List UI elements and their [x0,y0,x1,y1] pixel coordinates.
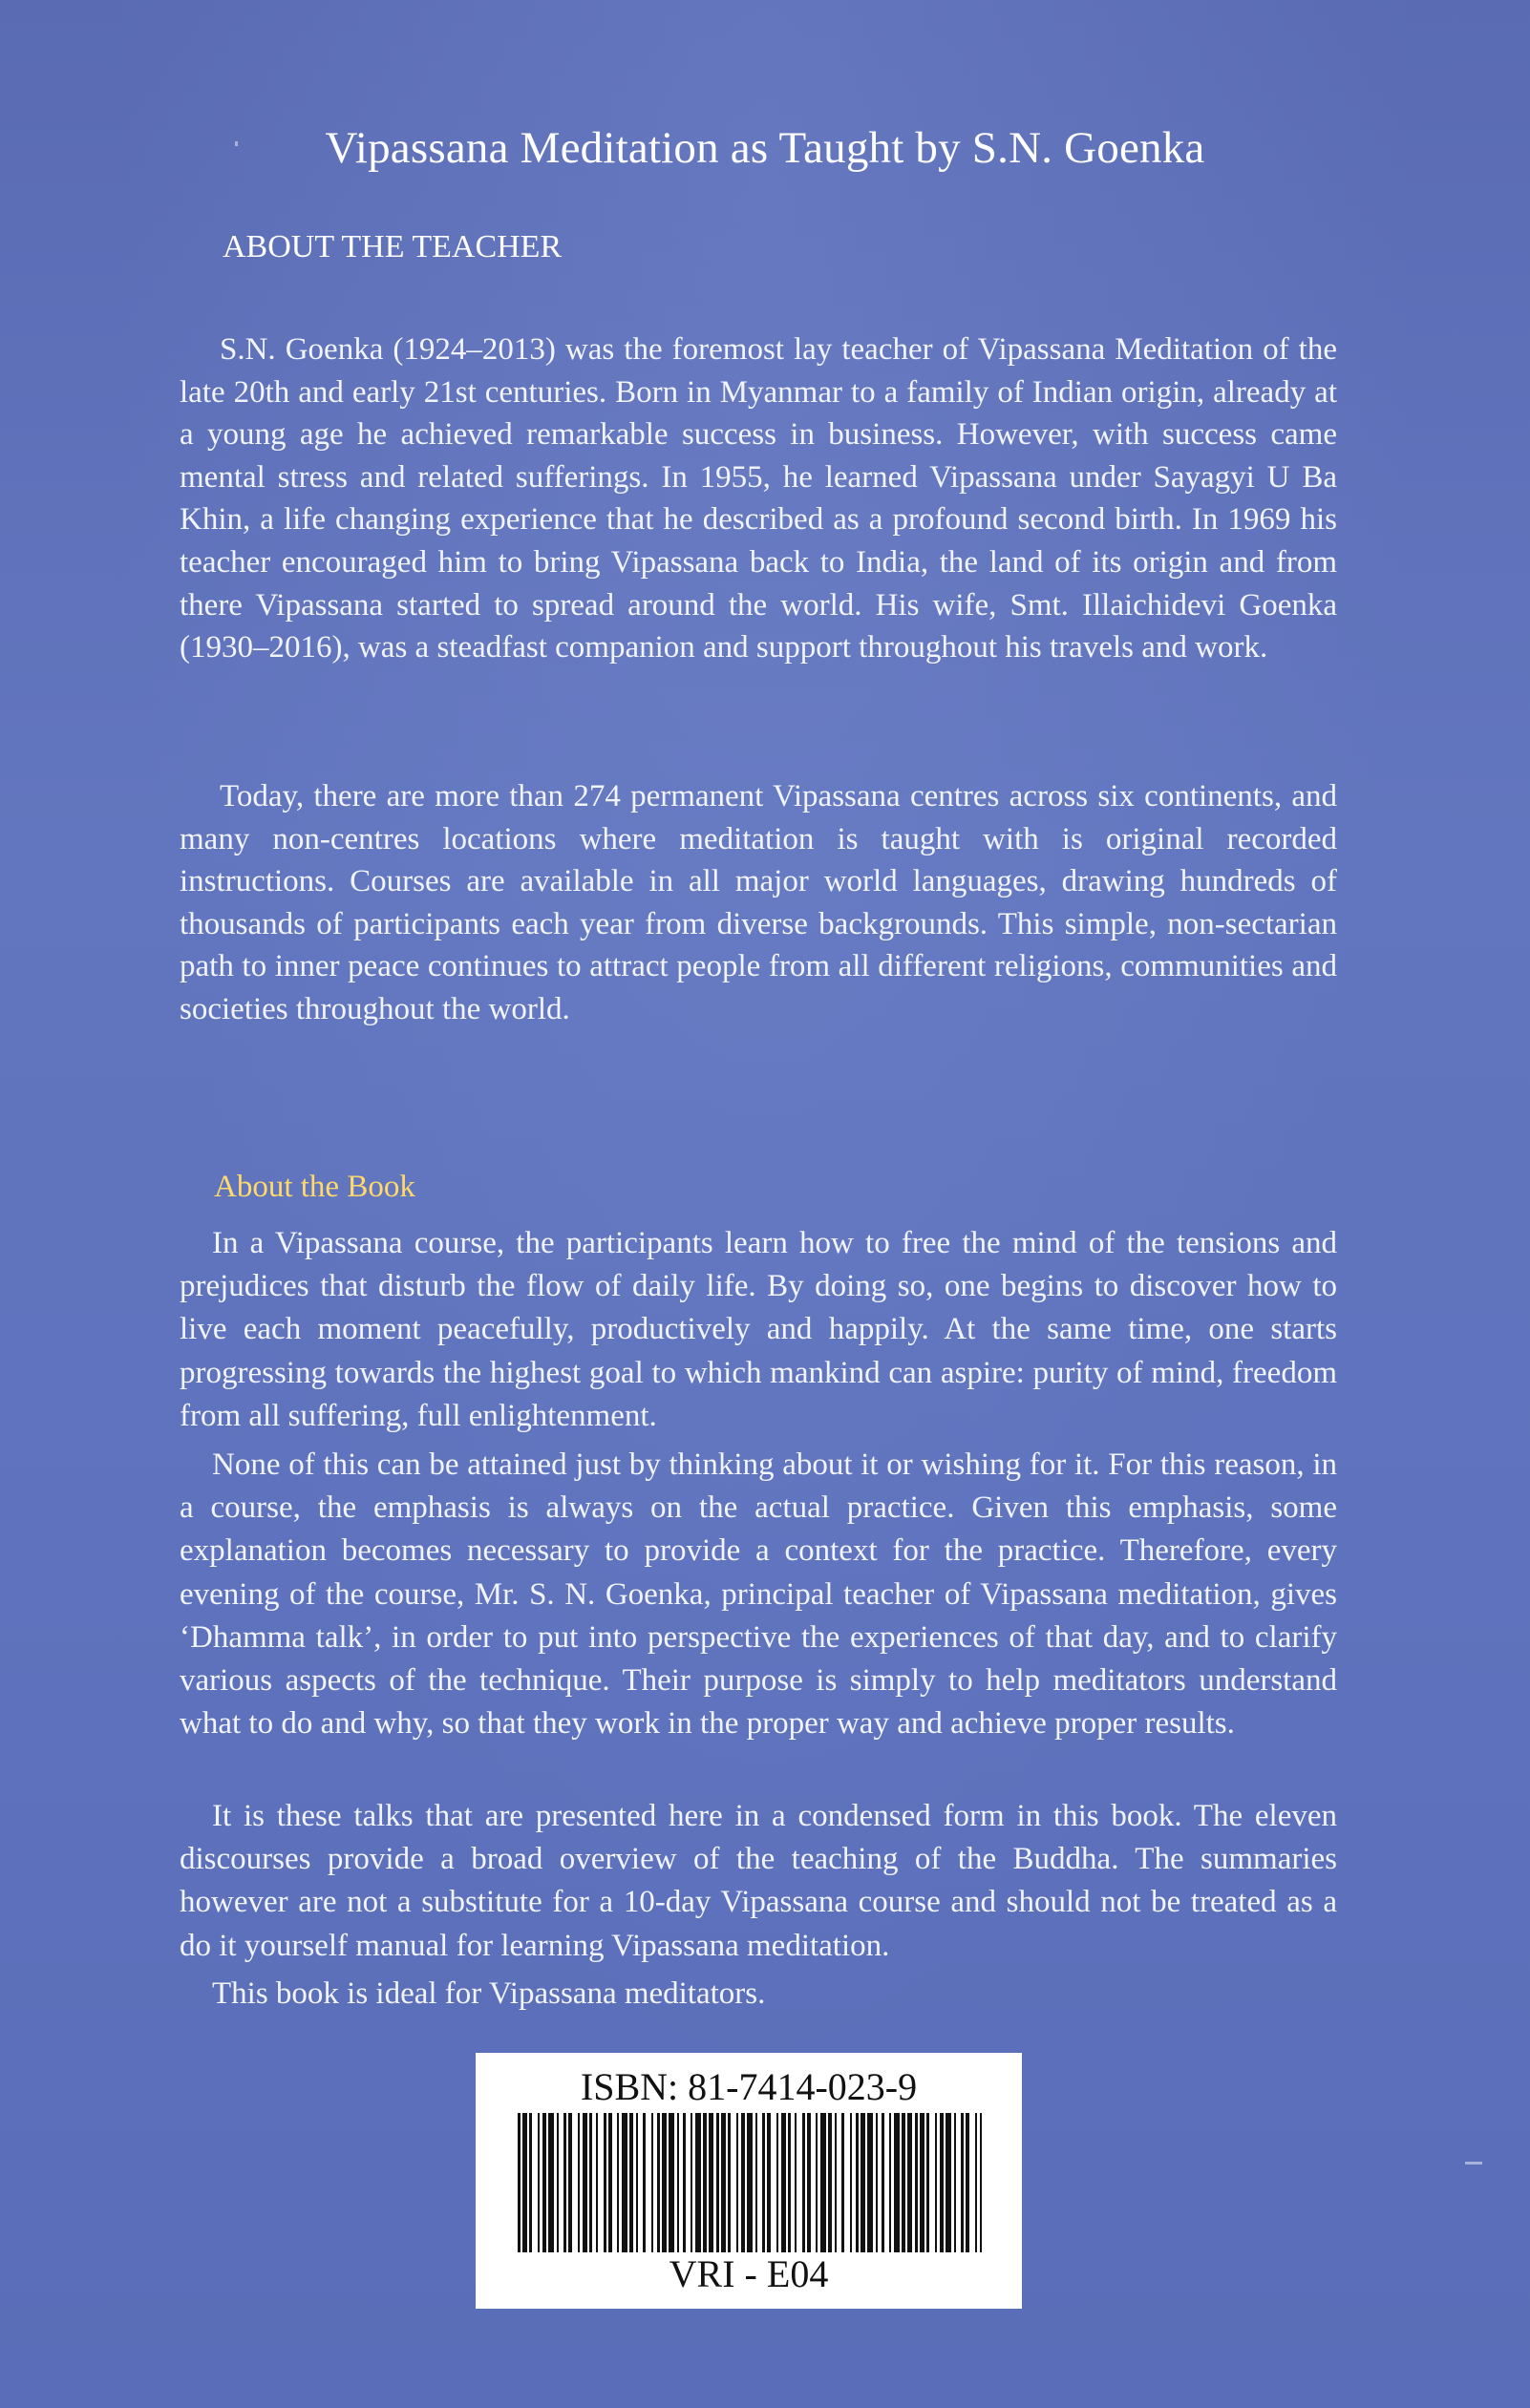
book-title: Vipassana Meditation as Taught by S.N. Goenka [325,123,1205,173]
barcode-bar [736,2113,738,2252]
barcode-bar [926,2113,929,2252]
barcode-bar [816,2113,818,2252]
book-paragraph-1: In a Vipassana course, the participants learn how to free the mind of the tensions and prejudices that disturb the flow of daily life. By doing so, one begins to discover how to live each moment peacefully, productively and happily. At the same time, one starts progressing towards the highest goal to which mankind can aspire: purity of mind, freedom from all suffering, full enlightenment. [180,1226,1337,1433]
barcode-bar [691,2113,692,2252]
barcode-bar [975,2113,977,2252]
barcode-bar [608,2113,612,2252]
barcode-bar [867,2113,873,2252]
barcode-bar [954,2113,956,2252]
barcode-bar [578,2113,580,2252]
barcode-bar [589,2113,592,2252]
barcode-bar [835,2113,837,2252]
barcode-bar [980,2113,982,2252]
barcode-bar [841,2113,844,2252]
barcode-bar [907,2113,912,2252]
barcode-bar [529,2113,532,2252]
barcode-bar [889,2113,891,2252]
barcode-bar [966,2113,969,2252]
barcode-bar [807,2113,811,2252]
barcode-bar [604,2113,606,2252]
barcode-bar [629,2113,633,2252]
barcode-bar [894,2113,900,2252]
barcode-bar [583,2113,587,2252]
barcode-bar [882,2113,884,2252]
teacher-paragraph-2: Today, there are more than 274 permanent Vipassana centres across six continents, and many non-centres locations where meditation is taught with is original recorded instructions. Courses are available in all major world languages, drawing hundreds of thousands of participants each year from diverse backgrounds. This simple, non-sectarian path to inner peace continues to attract people from all different religions, communities and societies throughout the world. [180,779,1337,1026]
teacher-paragraph-1: S.N. Goenka (1924–2013) was the foremost lay teacher of Vipassana Meditation of the late 20th and early 21st centuries. Born in Myanmar to a family of Indian origin, already at a young age he achieved remarkable success in business. However, with success came mental stress and related sufferings. In 1955, he learned Vipassana under Sayagyi U Ba Khin, a life changing experience that he described as a profound second birth. In 1969 his teacher encouraged him to bring Vipassana back to India, the land of its origin and from there Vipassana started to spread around the world. His wife, Smt. Illaichidevi Goenka (1930–2016), was a steadfast companion and support throughout his travels and work. [180,332,1337,665]
barcode-bar [741,2113,745,2252]
barcode-bar [767,2113,771,2252]
barcode-label [476,2053,1022,2309]
barcode-bar [876,2113,878,2252]
barcode-bar [747,2113,753,2252]
barcode-bar [651,2113,653,2252]
publisher-code: VRI - E04 [669,2252,829,2295]
barcode-bar [728,2113,731,2252]
barcode-bar [915,2113,918,2252]
barcode-bar [548,2113,554,2252]
teacher-heading: ABOUT THE TEACHER [223,229,563,264]
barcode-bar [961,2113,964,2252]
barcode-bar [657,2113,660,2252]
barcode-bar [677,2113,679,2252]
barcode-bar [776,2113,778,2252]
barcode-bar [662,2113,667,2252]
barcode-bar [709,2113,713,2252]
barcode-bar [721,2113,726,2252]
barcode-bar [669,2113,674,2252]
barcode-bar [538,2113,540,2252]
barcode-bar [563,2113,566,2252]
barcode-bar [643,2113,646,2252]
barcode-bar [762,2113,765,2252]
barcode-bar [802,2113,805,2252]
book-paragraph-3: It is these talks that are presented here in a condensed form in this book. The eleven discourses provide a broad overview of the teaching of the Buddha. The summaries however are not a substitute for a 10-day Vipassana course and should not be treated as a do it yourself manual for learning Vipassana meditation. [180,1799,1337,1963]
barcode-bar [788,2113,791,2252]
barcode-bar [596,2113,598,2252]
barcode-bar [781,2113,786,2252]
barcode-bar [755,2113,757,2252]
barcode-bar [935,2113,937,2252]
barcode-bar [940,2113,944,2252]
barcode-bar [568,2113,572,2252]
book-heading: About the Book [214,1170,415,1204]
book-paragraph-2: None of this can be attained just by thinking about it or wishing for it. For this reason, in a course, the emphasis is always on the actual practice. Given this emphasis, some explanation becomes necessary to provide a context for the practice. Therefore, every evening of the course, Mr. S. N. Goenka, principal teacher of Vipassana meditation, gives ‘Dhamma talk’, in order to put into perspective the experiences of that day, and to clarify various aspects of the technique. Their purpose is simply to help meditators understand what to do and why, so that they work in the proper way and achieve proper results. [180,1447,1337,1742]
barcode-bar [820,2113,826,2252]
print-speck [1465,2162,1482,2165]
barcode-bar [920,2113,924,2252]
barcode-bar [795,2113,797,2252]
barcode-bar [861,2113,865,2252]
barcode-bar [946,2113,951,2252]
barcode-bar [522,2113,527,2252]
barcode-bar [518,2113,521,2252]
barcode-bar [856,2113,859,2252]
barcode-bar [683,2113,686,2252]
barcode-bar [902,2113,905,2252]
barcode-bar [828,2113,832,2252]
barcode-bar [622,2113,627,2252]
barcode-bar [636,2113,638,2252]
barcode-bar [617,2113,619,2252]
book-closing-line: This book is ideal for Vipassana meditators. [212,1976,766,2011]
isbn-text: ISBN: 81-7414-023-9 [580,2065,918,2108]
barcode-bar [557,2113,559,2252]
barcode-bars [518,2113,982,2252]
barcode-bar [716,2113,719,2252]
barcode-bar [850,2113,852,2252]
print-speck [235,141,238,146]
barcode-bar [703,2113,707,2252]
barcode-bar [542,2113,546,2252]
barcode-bar [695,2113,701,2252]
